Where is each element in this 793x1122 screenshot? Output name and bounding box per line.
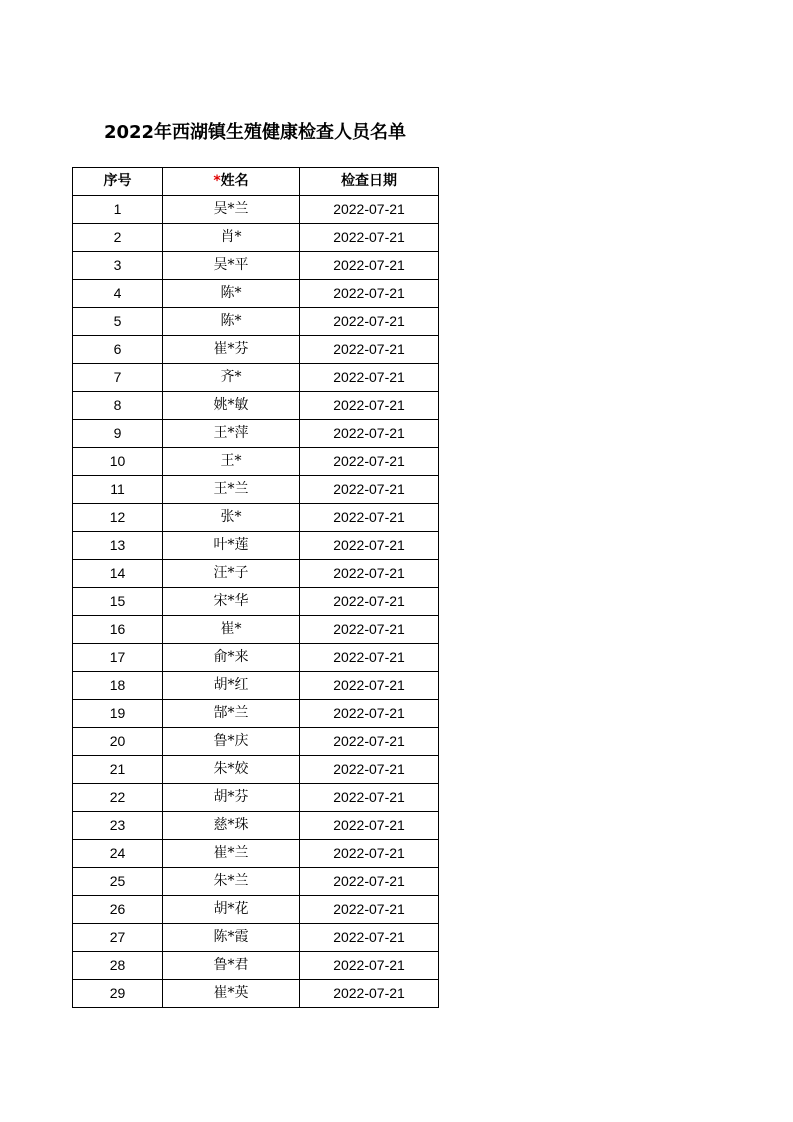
table-row xyxy=(73,616,439,644)
cell-date: 2022-07-21 xyxy=(300,700,439,728)
table-row xyxy=(73,980,439,1008)
table-row xyxy=(73,840,439,868)
cell-date: 2022-07-21 xyxy=(300,924,439,952)
cell-date: 2022-07-21 xyxy=(300,644,439,672)
cell-seq: 12 xyxy=(73,504,163,532)
cell-seq: 5 xyxy=(73,308,163,336)
cell-date: 2022-07-21 xyxy=(300,868,439,896)
cell-seq: 15 xyxy=(73,588,163,616)
cell-date: 2022-07-21 xyxy=(300,784,439,812)
cell-seq: 18 xyxy=(73,672,163,700)
required-mark: * xyxy=(213,173,221,189)
cell-date: 2022-07-21 xyxy=(300,420,439,448)
cell-date: 2022-07-21 xyxy=(300,308,439,336)
cell-name: 王*兰 xyxy=(163,476,300,504)
table-row xyxy=(73,476,439,504)
cell-date: 2022-07-21 xyxy=(300,448,439,476)
table-row xyxy=(73,672,439,700)
table-row xyxy=(73,560,439,588)
cell-seq: 28 xyxy=(73,952,163,980)
cell-name: 王* xyxy=(163,448,300,476)
cell-date: 2022-07-21 xyxy=(300,196,439,224)
table-row xyxy=(73,308,439,336)
cell-date: 2022-07-21 xyxy=(300,336,439,364)
table-row xyxy=(73,448,439,476)
cell-name: 慈*珠 xyxy=(163,812,300,840)
cell-date: 2022-07-21 xyxy=(300,616,439,644)
cell-date: 2022-07-21 xyxy=(300,532,439,560)
table-row xyxy=(73,280,439,308)
cell-seq: 1 xyxy=(73,196,163,224)
cell-name: 胡*红 xyxy=(163,672,300,700)
cell-seq: 14 xyxy=(73,560,163,588)
cell-name: 王*萍 xyxy=(163,420,300,448)
cell-seq: 7 xyxy=(73,364,163,392)
table-row xyxy=(73,224,439,252)
cell-name: 崔*英 xyxy=(163,980,300,1008)
cell-seq: 8 xyxy=(73,392,163,420)
cell-name: 吴*平 xyxy=(163,252,300,280)
cell-date: 2022-07-21 xyxy=(300,896,439,924)
document-title: 2022年西湖镇生殖健康检查人员名单 xyxy=(103,122,407,143)
cell-name: 崔*芬 xyxy=(163,336,300,364)
cell-name: 鲁*庆 xyxy=(163,728,300,756)
cell-date: 2022-07-21 xyxy=(300,504,439,532)
header-name xyxy=(163,168,300,196)
cell-seq: 17 xyxy=(73,644,163,672)
cell-date: 2022-07-21 xyxy=(300,364,439,392)
cell-seq: 10 xyxy=(73,448,163,476)
table-row xyxy=(73,700,439,728)
table-row xyxy=(73,868,439,896)
cell-seq: 20 xyxy=(73,728,163,756)
table-row xyxy=(73,392,439,420)
table-row xyxy=(73,784,439,812)
cell-seq: 23 xyxy=(73,812,163,840)
table-row xyxy=(73,364,439,392)
cell-name: 叶*莲 xyxy=(163,532,300,560)
cell-seq: 13 xyxy=(73,532,163,560)
cell-name: 朱*姣 xyxy=(163,756,300,784)
cell-date: 2022-07-21 xyxy=(300,476,439,504)
cell-seq: 27 xyxy=(73,924,163,952)
header-name-label: 姓名 xyxy=(220,173,249,189)
cell-seq: 24 xyxy=(73,840,163,868)
header-seq: 序号 xyxy=(73,168,163,196)
cell-date: 2022-07-21 xyxy=(300,392,439,420)
table-row xyxy=(73,924,439,952)
cell-date: 2022-07-21 xyxy=(300,252,439,280)
table-row xyxy=(73,532,439,560)
header-date: 检查日期 xyxy=(300,168,439,196)
table-row xyxy=(73,728,439,756)
table-row xyxy=(73,420,439,448)
roster-table xyxy=(72,167,439,1008)
cell-name: 鲁*君 xyxy=(163,952,300,980)
cell-name: 宋*华 xyxy=(163,588,300,616)
cell-date: 2022-07-21 xyxy=(300,588,439,616)
cell-seq: 16 xyxy=(73,616,163,644)
cell-name: 肖* xyxy=(163,224,300,252)
cell-name: 吴*兰 xyxy=(163,196,300,224)
cell-date: 2022-07-21 xyxy=(300,952,439,980)
cell-date: 2022-07-21 xyxy=(300,840,439,868)
table-row xyxy=(73,504,439,532)
cell-name: 崔* xyxy=(163,616,300,644)
table-row xyxy=(73,644,439,672)
cell-seq: 29 xyxy=(73,980,163,1008)
cell-date: 2022-07-21 xyxy=(300,280,439,308)
table-row xyxy=(73,336,439,364)
cell-date: 2022-07-21 xyxy=(300,728,439,756)
cell-date: 2022-07-21 xyxy=(300,756,439,784)
cell-seq: 21 xyxy=(73,756,163,784)
cell-seq: 3 xyxy=(73,252,163,280)
cell-seq: 11 xyxy=(73,476,163,504)
cell-name: 崔*兰 xyxy=(163,840,300,868)
cell-date: 2022-07-21 xyxy=(300,672,439,700)
cell-seq: 6 xyxy=(73,336,163,364)
table-row xyxy=(73,812,439,840)
cell-name: 姚*敏 xyxy=(163,392,300,420)
cell-name: 俞*来 xyxy=(163,644,300,672)
cell-date: 2022-07-21 xyxy=(300,224,439,252)
table-body xyxy=(73,196,439,1008)
cell-date: 2022-07-21 xyxy=(300,560,439,588)
cell-date: 2022-07-21 xyxy=(300,812,439,840)
cell-name: 胡*芬 xyxy=(163,784,300,812)
table-row xyxy=(73,756,439,784)
table-row xyxy=(73,252,439,280)
cell-seq: 25 xyxy=(73,868,163,896)
cell-seq: 2 xyxy=(73,224,163,252)
cell-seq: 26 xyxy=(73,896,163,924)
cell-seq: 9 xyxy=(73,420,163,448)
cell-name: 陈* xyxy=(163,280,300,308)
table-row xyxy=(73,196,439,224)
cell-name: 陈*霞 xyxy=(163,924,300,952)
cell-seq: 4 xyxy=(73,280,163,308)
cell-name: 朱*兰 xyxy=(163,868,300,896)
cell-date: 2022-07-21 xyxy=(300,980,439,1008)
header-row xyxy=(73,168,439,196)
cell-name: 张* xyxy=(163,504,300,532)
cell-name: 胡*花 xyxy=(163,896,300,924)
cell-seq: 19 xyxy=(73,700,163,728)
table-row xyxy=(73,588,439,616)
cell-name: 齐* xyxy=(163,364,300,392)
cell-name: 汪*子 xyxy=(163,560,300,588)
cell-name: 陈* xyxy=(163,308,300,336)
table-header xyxy=(73,168,439,196)
cell-seq: 22 xyxy=(73,784,163,812)
table-row xyxy=(73,896,439,924)
table-row xyxy=(73,952,439,980)
cell-name: 郜*兰 xyxy=(163,700,300,728)
